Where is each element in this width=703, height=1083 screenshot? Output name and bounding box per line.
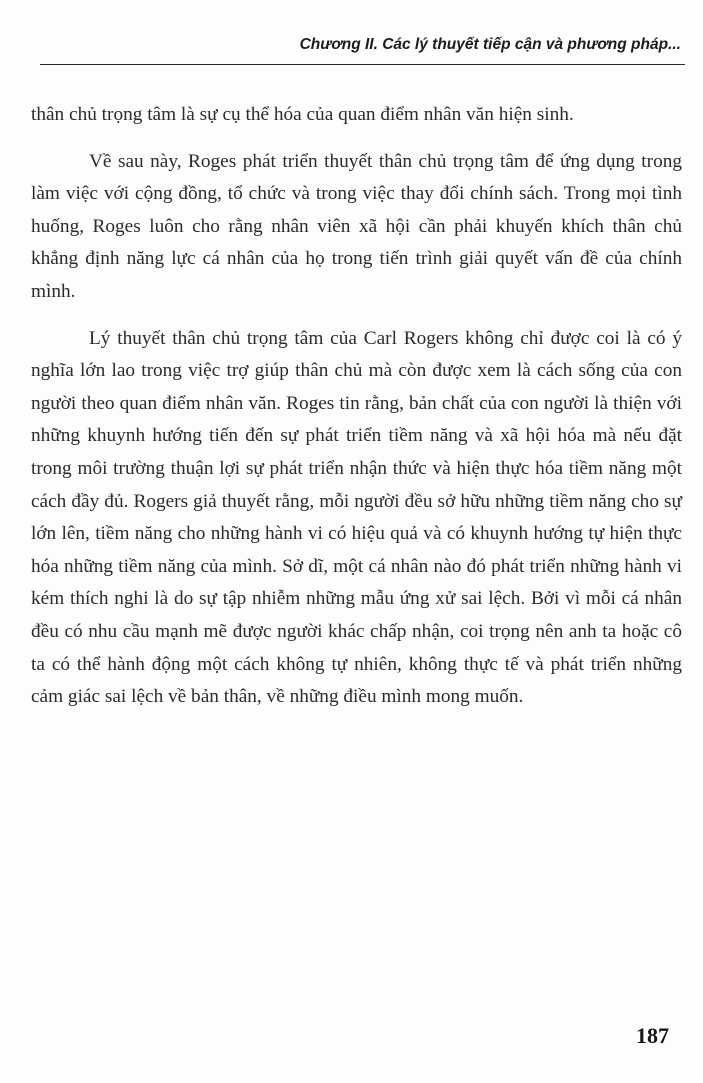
paragraph-continued: thân chủ trọng tâm là sự cụ thể hóa của quan điểm nhân văn hiện sinh. [31,104,574,125]
body-text [31,99,682,714]
running-header: Chương II. Các lý thuyết tiếp cận và phương pháp... [299,36,681,53]
paragraph: Về sau này, Roges phát triển thuyết thân chủ trọng tâm để ứng dụng trong làm việc với cộng đồng, tổ chức và trong việc thay đổi chính sách. Trong mọi tình huống, Roges luôn cho rằng nhân viên xã hội cần phải khuyến khích thân chủ khẳng định năng lực cá nhân của họ trong tiến trình giải quyết vấn đề của chính mình. [31,150,682,302]
page-number: 187 [636,1023,669,1048]
paragraph: Lý thuyết thân chủ trọng tâm của Carl Rogers không chỉ được coi là có ý nghĩa lớn lao trong việc trợ giúp thân chủ mà còn được xem là cách sống của con người theo quan điểm nhân văn. Roges tin rằng, bản chất của con người là thiện với những khuynh hướng tiến đến sự phát triển tiềm năng và xã hội hóa mà nếu đặt trong môi trường thuận lợi sự phát triển nhận thức và hiện thực hóa tiềm năng một cách đầy đủ. Rogers giả thuyết rằng, mỗi người đều sở hữu những tiềm năng cho sự lớn lên, tiềm năng cho những hành vi có hiệu quả và có khuynh hướng tự hiện thực hóa những tiềm năng của mình. Sở dĩ, một cá nhân nào đó phát triển những hành vi kém thích nghi là do sự tập nhiễm những mẫu ứng xử sai lệch. Bởi vì mỗi cá nhân đều có nhu cầu mạnh mẽ được người khác chấp nhận, coi trọng nên anh ta hoặc cô ta có thể hành động một cách không tự nhiên, không thực tế và phát triển những cảm giác sai lệch về bản thân, về những điều mình mong muốn. [31,327,682,708]
header-divider [40,64,685,65]
